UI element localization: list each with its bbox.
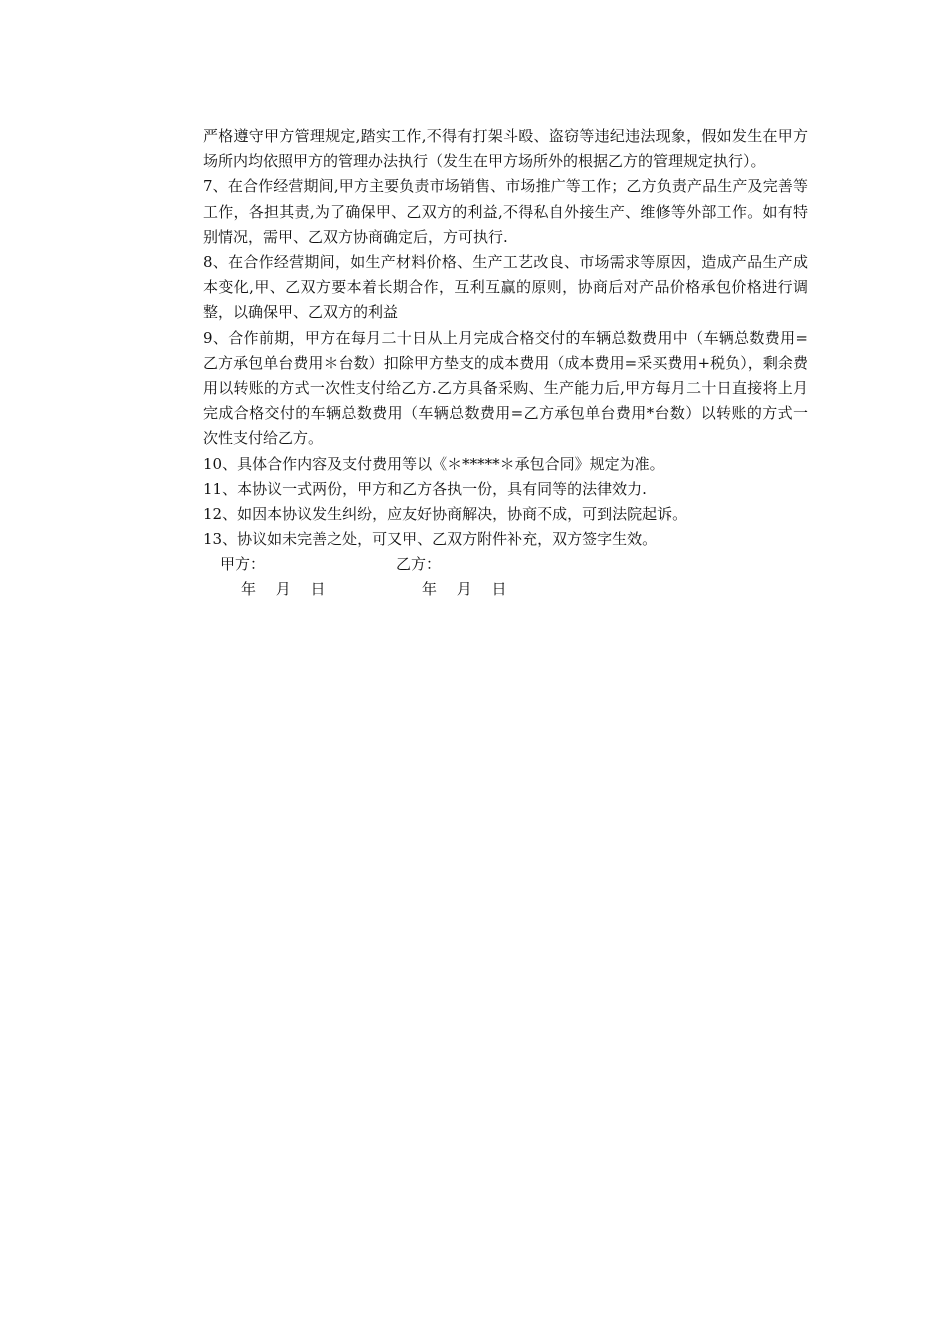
clause-13: 13、协议如未完善之处，可又甲、乙双方附件补充，双方签字生效。 [203, 530, 658, 549]
party-b-label: 乙方： [396, 555, 442, 574]
clause-8: 8、在合作经营期间，如生产材料价格、生产工艺改良、市场需求等原因，造成产品生产成本变化,甲、乙双方要本着长期合作，互利互赢的原则，协商后对产品价格承包价格进行调整，以确保甲、乙双方的利益 [203, 253, 808, 322]
clause-12: 12、如因本协议发生纠纷，应友好协商解决，协商不成，可到法院起诉。 [203, 505, 688, 524]
date-row [203, 577, 808, 602]
clause-11: 11、本协议一式两份，甲方和乙方各执一份，具有同等的法律效力. [203, 479, 647, 498]
clause-10: 10、具体合作内容及支付费用等以《＊*****＊承包合同》规定为准。 [203, 454, 665, 473]
party-a-label: 甲方： [220, 555, 266, 574]
clause-9: 9、合作前期，甲方在每月二十日从上月完成合格交付的车辆总数费用中（车辆总数费用=乙方承包单台费用＊台数）扣除甲方垫支的成本费用（成本费用=采买费用+税负），剩余费用以转账的方式一次性支付给乙方.乙方具备采购、生产能力后,甲方每月二十日直接将上月完成合格交付的车辆总数费用（车辆总数费用=乙方承包单台费用*台数）以转账的方式一次性支付给乙方。 [203, 328, 808, 448]
party-b-date: 年 月 日 [422, 580, 507, 599]
contract-body [203, 124, 808, 602]
party-a-date: 年 月 日 [241, 580, 326, 599]
clause-continuation: 严格遵守甲方管理规定,踏实工作,不得有打架斗殴、盗窃等违纪违法现象，假如发生在甲方场所内均依照甲方的管理办法执行（发生在甲方场所外的根据乙方的管理规定执行）。 [203, 127, 808, 171]
signature-row [203, 552, 808, 577]
clause-7: 7、在合作经营期间,甲方主要负责市场销售、市场推广等工作；乙方负责产品生产及完善等工作，各担其责,为了确保甲、乙双方的利益,不得私自外接生产、维修等外部工作。如有特别情况，需甲、乙双方协商确定后，方可执行. [203, 177, 808, 246]
